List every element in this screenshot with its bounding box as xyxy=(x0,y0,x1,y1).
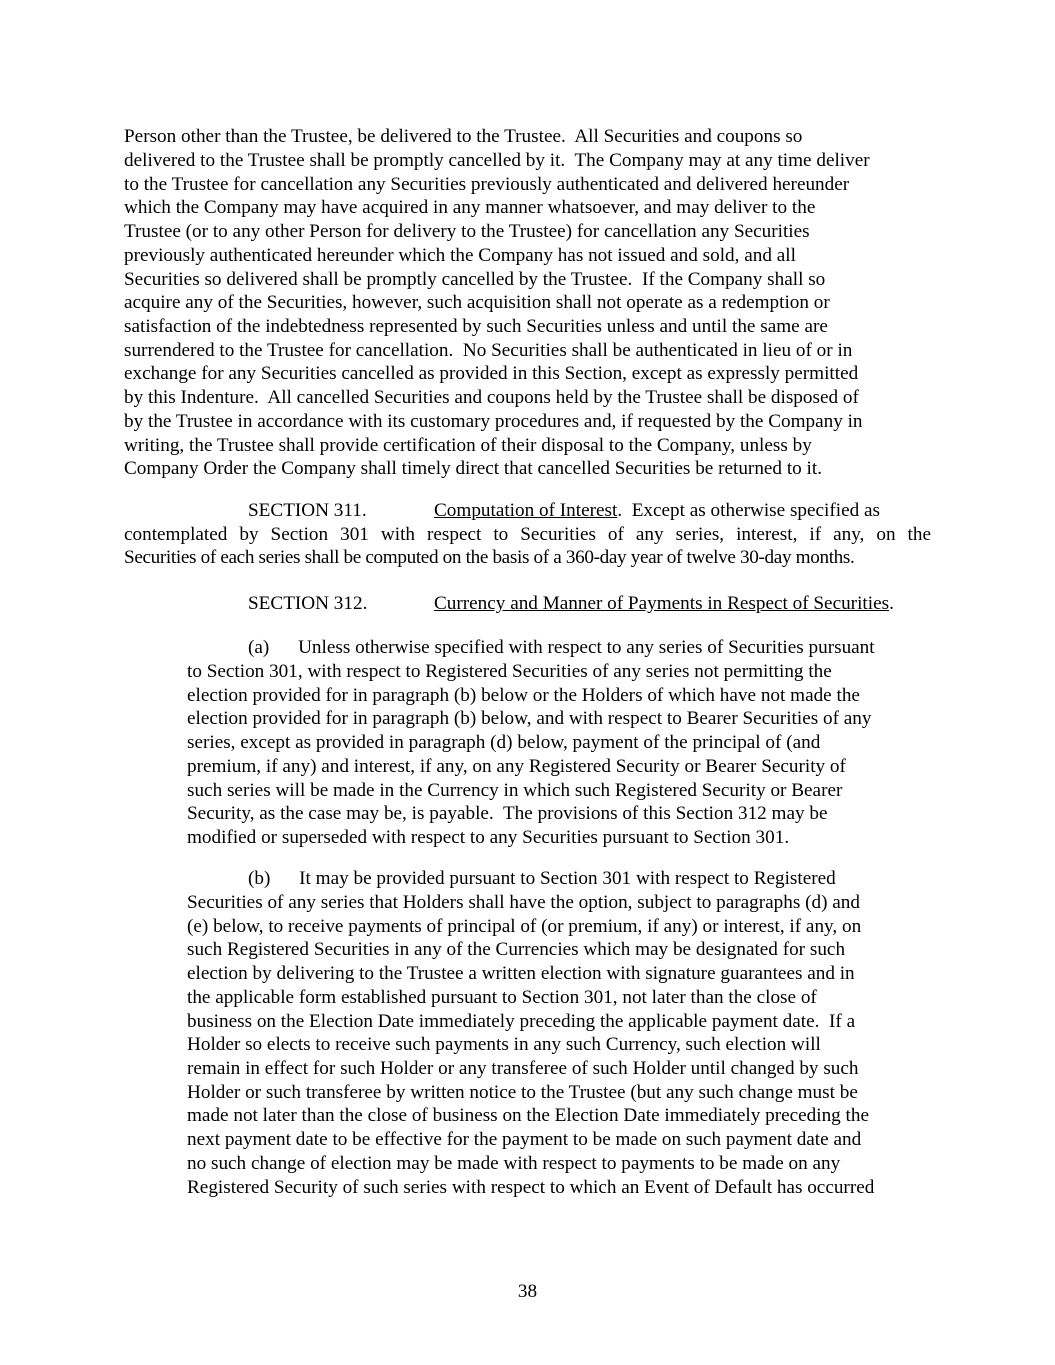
text-line: acquire any of the Securities, however, such acquisition shall not operate as a redemption or xyxy=(124,292,830,313)
section-number: SECTION 311. xyxy=(248,500,367,521)
text-line: remain in effect for such Holder or any transferee of such Holder until changed by such xyxy=(187,1058,859,1079)
text-line: such series will be made in the Currency in which such Registered Security or Bearer xyxy=(187,780,843,801)
section-intro-text: . Except as otherwise specified as xyxy=(617,500,880,521)
text-line: the applicable form established pursuant to Section 301, not later than the close of xyxy=(187,987,817,1008)
text-line: Trustee (or to any other Person for delivery to the Trustee) for cancellation any Securities xyxy=(124,221,810,242)
text-line: Securities of each series shall be computed on the basis of a 360-day year of twelve 30-day months. xyxy=(124,547,855,568)
text-line: Registered Security of such series with respect to which an Event of Default has occurred xyxy=(187,1177,875,1198)
text-line: (e) below, to receive payments of principal of (or premium, if any) or interest, if any, on xyxy=(187,916,862,937)
text-line: Holder or such transferee by written notice to the Trustee (but any such change must be xyxy=(187,1082,858,1103)
text-line: no such change of election may be made with respect to payments to be made on any xyxy=(187,1153,841,1174)
section-heading-line xyxy=(434,592,894,616)
text-line: delivered to the Trustee shall be promptly cancelled by it. The Company may at any time deliver xyxy=(124,150,870,171)
section-title-period: . xyxy=(889,593,894,614)
text-line: which the Company may have acquired in any manner whatsoever, and may deliver to the xyxy=(124,197,816,218)
text-line: surrendered to the Trustee for cancellation. No Securities shall be authenticated in lieu of or in xyxy=(124,340,853,361)
text-line: contemplated by Section 301 with respect to Securities of any series, interest, if any, on the xyxy=(124,524,931,545)
text-line: satisfaction of the indebtedness represented by such Securities unless and until the same are xyxy=(124,316,828,337)
text-line: exchange for any Securities cancelled as provided in this Section, except as expressly permitted xyxy=(124,363,859,384)
text-line: Person other than the Trustee, be delivered to the Trustee. All Securities and coupons so xyxy=(124,126,803,147)
text-line: business on the Election Date immediately preceding the applicable payment date. If a xyxy=(187,1011,856,1032)
text-line: previously authenticated hereunder which the Company has not issued and sold, and all xyxy=(124,245,796,266)
text-line: premium, if any) and interest, if any, on any Registered Security or Bearer Security of xyxy=(187,756,846,777)
text-line: election by delivering to the Trustee a written election with signature guarantees and in xyxy=(187,963,855,984)
text-line: Security, as the case may be, is payable. The provisions of this Section 312 may be xyxy=(187,803,828,824)
text-line: made not later than the close of business on the Election Date immediately preceding the xyxy=(187,1105,869,1126)
text-line: Securities of any series that Holders shall have the option, subject to paragraphs (d) and xyxy=(187,892,860,913)
text-line: election provided for in paragraph (b) below or the Holders of which have not made the xyxy=(187,685,860,706)
text-line: (a) Unless otherwise specified with respect to any series of Securities pursuant xyxy=(248,637,875,658)
text-line: to the Trustee for cancellation any Securities previously authenticated and delivered hereunder xyxy=(124,174,850,195)
section-title: Currency and Manner of Payments in Respect of Securities xyxy=(434,593,890,614)
text-line: election provided for in paragraph (b) below, and with respect to Bearer Securities of any xyxy=(187,708,872,729)
text-line: to Section 301, with respect to Registered Securities of any series not permitting the xyxy=(187,661,832,682)
text-line: modified or superseded with respect to any Securities pursuant to Section 301. xyxy=(187,827,790,848)
text-line: by this Indenture. All cancelled Securities and coupons held by the Trustee shall be disposed of xyxy=(124,387,859,408)
text-line: such Registered Securities in any of the Currencies which may be designated for such xyxy=(187,939,846,960)
section-number: SECTION 312. xyxy=(248,593,368,614)
text-line: writing, the Trustee shall provide certification of their disposal to the Company, unless by xyxy=(124,435,812,456)
section-title: Computation of Interest xyxy=(434,500,618,521)
text-line: by the Trustee in accordance with its customary procedures and, if requested by the Company in xyxy=(124,411,863,432)
page-number: 38 xyxy=(517,1281,538,1302)
text-line: Holder so elects to receive such payments in any such Currency, such election will xyxy=(187,1034,821,1055)
text-line: Securities so delivered shall be promptly cancelled by the Trustee. If the Company shall so xyxy=(124,269,826,290)
text-line: Company Order the Company shall timely direct that cancelled Securities be returned to it. xyxy=(124,458,823,479)
text-line: (b) It may be provided pursuant to Section 301 with respect to Registered xyxy=(248,868,836,889)
text-line: next payment date to be effective for the payment to be made on such payment date and xyxy=(187,1129,862,1150)
section-heading-line xyxy=(434,499,880,523)
text-line: series, except as provided in paragraph (d) below, payment of the principal of (and xyxy=(187,732,821,753)
